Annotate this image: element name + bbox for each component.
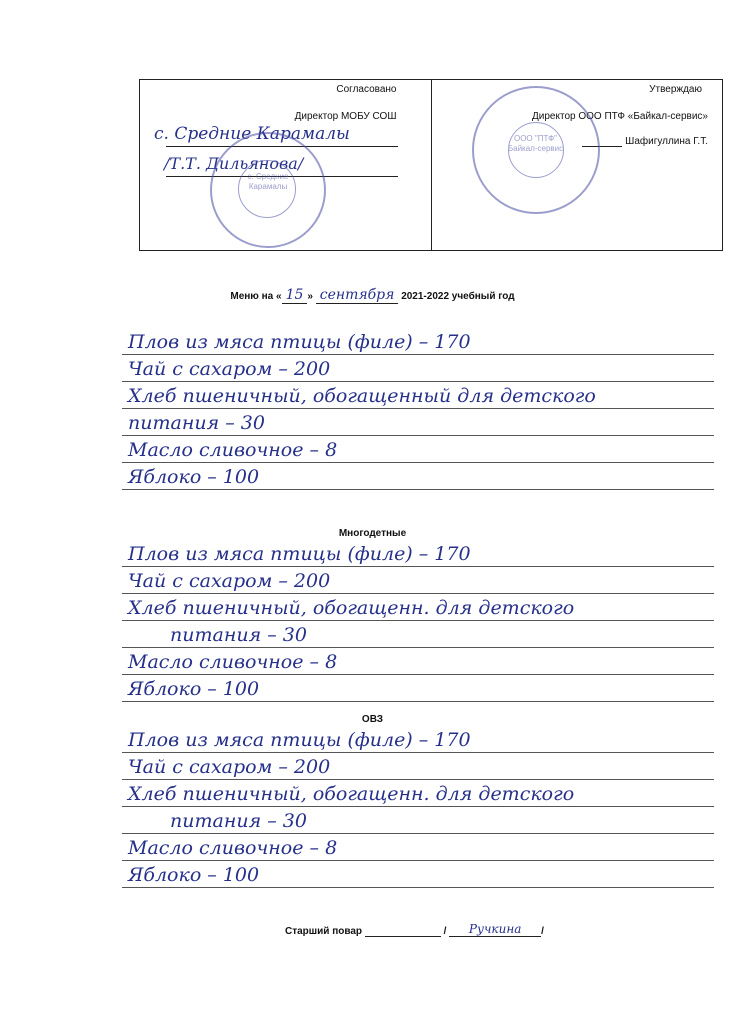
menu-line (122, 382, 714, 409)
menu-line (122, 463, 714, 490)
chef-separator: / (443, 926, 447, 937)
menu-section-large-families (122, 540, 714, 702)
menu-line (122, 648, 714, 675)
menu-title-prefix: Меню на « (230, 291, 282, 302)
company-stamp-text: ООО "ПТФ" Байкал-сервис (507, 134, 564, 153)
menu-line (122, 594, 714, 621)
company-stamp (472, 86, 600, 214)
chef-end-slash: / (541, 926, 544, 937)
menu-title-quote: » (307, 291, 313, 302)
menu-line (122, 355, 714, 382)
approved-heading: Утверждаю (649, 84, 702, 95)
menu-line (122, 409, 714, 436)
approval-left-cell (140, 80, 431, 250)
menu-item-text: Масло сливочное – 8 (128, 651, 338, 673)
school-name-handwritten: с. Средние Карамалы (154, 124, 350, 144)
menu-item-text: питания – 30 (170, 810, 307, 832)
menu-item-text: Хлеб пшеничный, обогащенн. для детского (128, 783, 575, 805)
menu-section-ovz (122, 726, 714, 888)
menu-item-text: Хлеб пшеничный, обогащенный для детского (128, 385, 596, 407)
menu-line (122, 621, 714, 648)
menu-item-text: питания – 30 (128, 412, 265, 434)
menu-item-text: Яблоко – 100 (128, 864, 260, 886)
section-title-large-families: Многодетные (338, 528, 407, 539)
company-director-name: Шафигуллина Г.Т. (625, 136, 708, 147)
chef-name-handwritten: Ручкина (449, 922, 541, 937)
menu-title-suffix: 2021-2022 учебный год (401, 291, 515, 302)
menu-item-text: Яблоко – 100 (128, 466, 260, 488)
menu-line (122, 675, 714, 702)
menu-item-text: Плов из мяса птицы (филе) – 170 (128, 543, 471, 565)
menu-item-text: Плов из мяса птицы (филе) – 170 (128, 729, 471, 751)
menu-line (122, 540, 714, 567)
menu-line (122, 780, 714, 807)
menu-line (122, 328, 714, 355)
chef-signature-row (285, 922, 544, 937)
approval-right-cell (431, 80, 723, 250)
menu-line (122, 807, 714, 834)
menu-item-text: Плов из мяса птицы (филе) – 170 (128, 331, 471, 353)
menu-item-text: Чай с сахаром – 200 (128, 358, 331, 380)
company-director-position: Директор ООО ПТФ «Байкал-сервис» (532, 111, 708, 122)
menu-month-handwritten: сентября (316, 287, 399, 304)
school-director-position: Директор МОБУ СОШ (294, 111, 397, 122)
school-director-signature: /Т.Т. Дильянова/ (164, 154, 304, 173)
chef-label: Старший повар (285, 926, 363, 937)
chef-signature (365, 922, 441, 937)
menu-item-text: Масло сливочное – 8 (128, 439, 338, 461)
school-stamp (210, 132, 326, 248)
menu-section-main (122, 328, 714, 490)
menu-item-text: Чай с сахаром – 200 (128, 756, 331, 778)
menu-line (122, 753, 714, 780)
menu-item-text: питания – 30 (170, 624, 307, 646)
menu-line (122, 861, 714, 888)
menu-item-text: Яблоко – 100 (128, 678, 260, 700)
menu-day-handwritten: 15 (282, 287, 308, 304)
menu-item-text: Хлеб пшеничный, обогащенн. для детского (128, 597, 575, 619)
agreed-heading: Согласовано (336, 84, 397, 95)
approval-block (139, 79, 723, 251)
section-title-ovz: ОВЗ (361, 714, 384, 725)
menu-title (0, 287, 745, 303)
school-stamp-text: с. Средние Карамалы (247, 172, 289, 191)
menu-line (122, 834, 714, 861)
menu-item-text: Чай с сахаром – 200 (128, 570, 331, 592)
menu-line (122, 436, 714, 463)
menu-line (122, 726, 714, 753)
menu-item-text: Масло сливочное – 8 (128, 837, 338, 859)
menu-line (122, 567, 714, 594)
